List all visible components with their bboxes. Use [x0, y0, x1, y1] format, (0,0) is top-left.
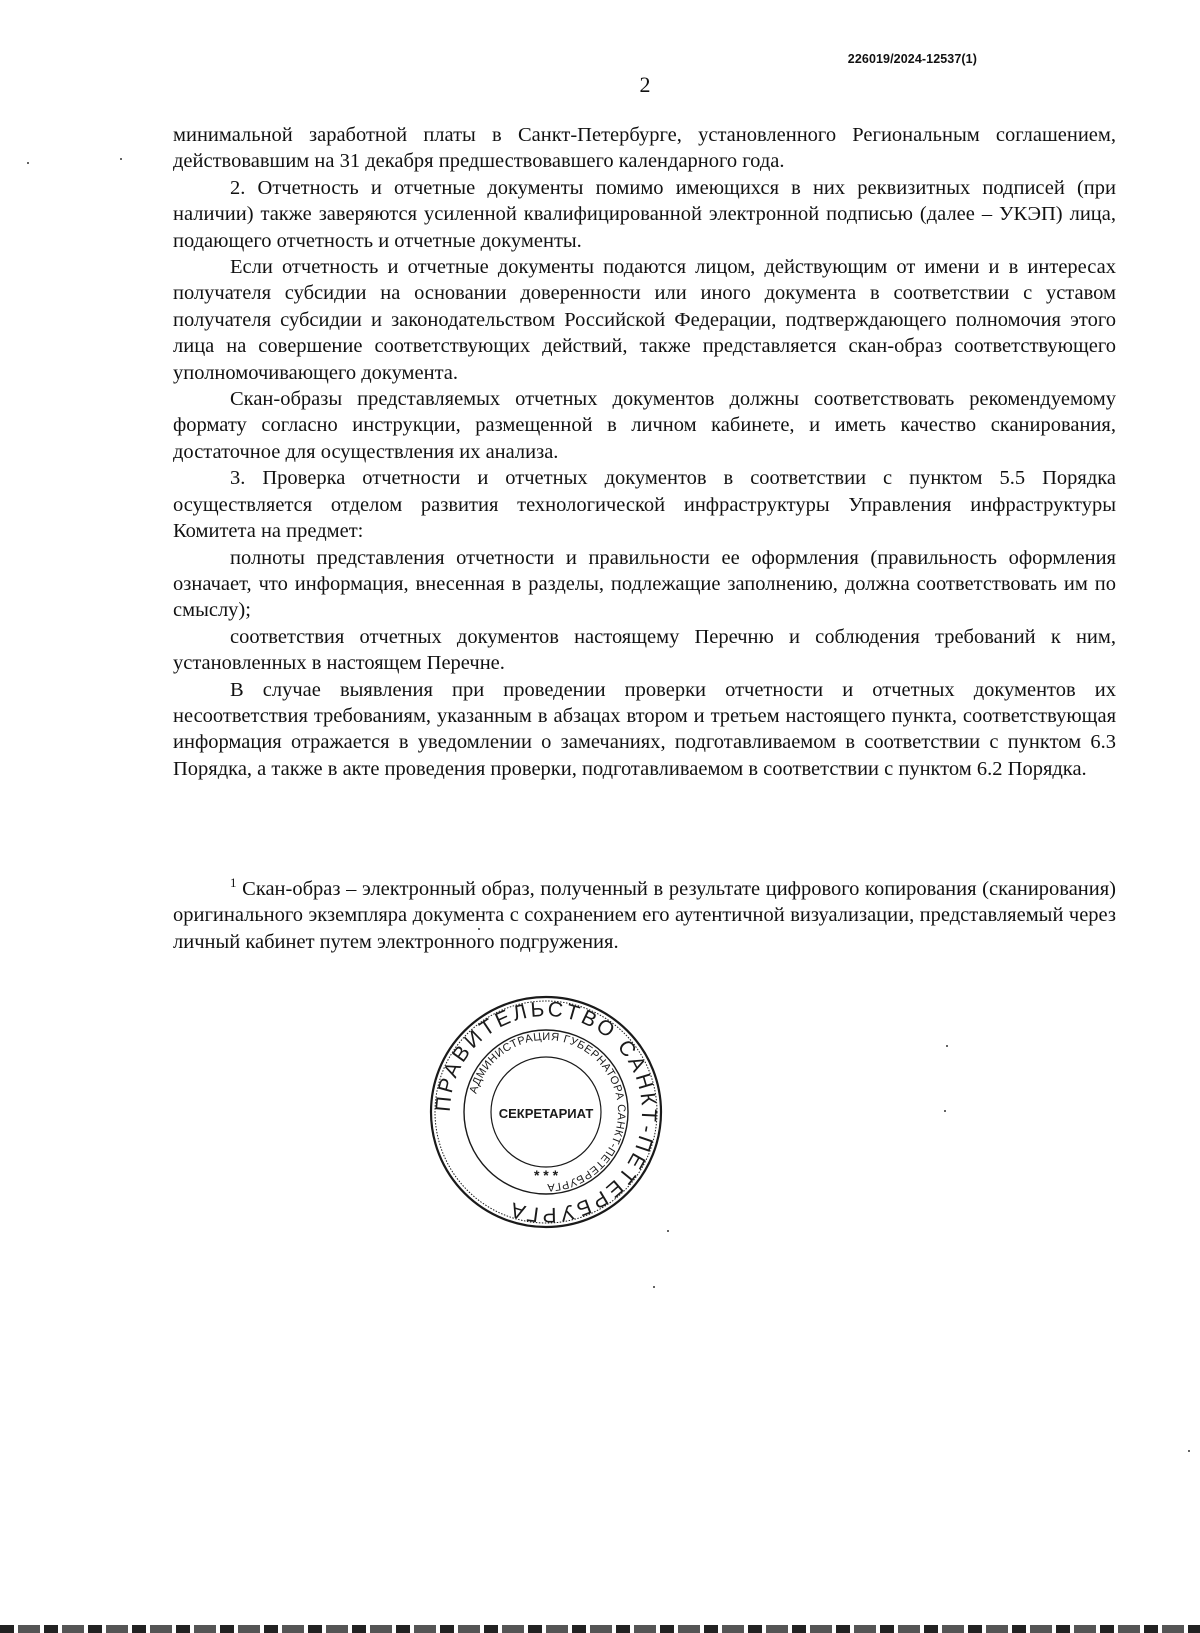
scan-speck [27, 162, 29, 164]
footnote-marker: 1 [230, 875, 237, 890]
paragraph-proxy-submission: Если отчетность и отчетные документы подаются лицом, действующим от имени и в интересах получателя субсидии на основании доверенности или иного документа в соответствии с уставом получателя субсидии и законодательством Российской Федерации, подтверждающего полномочия этого лица на совершение соответствующих действий, также представляется скан-образ соответствующего уполномочивающего документа. [173, 256, 1116, 384]
paragraph-scan-format: Скан-образы представляемых отчетных документов должны соответствовать рекомендуемому формату согласно инструкции, размещенной в личном кабинете, и иметь качество сканирования, достаточное для осуществления их анализа. [173, 388, 1116, 463]
scan-speck [653, 1286, 655, 1288]
seal-graphic [428, 994, 664, 1230]
paragraph-item-3: 3. Проверка отчетности и отчетных документов в соответствии с пунктом 5.5 Порядка осуществляется отделом развития технологической инфраструктуры Управления инфраструктуры Комитета на предмет: [173, 467, 1116, 543]
scan-speck [120, 158, 122, 160]
scan-speck [944, 1110, 946, 1112]
paragraph-continuation: минимальной заработной платы в Санкт-Петербурге, установленного Региональным соглашением, действовавшим на 31 декабря предшествовавшего календарного года. [173, 124, 1116, 173]
scan-speck [667, 1230, 669, 1232]
scan-speck [478, 928, 480, 930]
page-number: 2 [639, 72, 651, 97]
document-body [173, 122, 1116, 782]
paragraph-item-2: 2. Отчетность и отчетные документы помимо имеющихся в них реквизитных подписей (при наличии) также заверяются усиленной квалифицированной электронной подписью (далее – УКЭП) лица, подающего отчетность и отчетные документы. [173, 176, 1116, 252]
seal-center-text: СЕКРЕТАРИАТ [498, 1106, 594, 1121]
footnote [173, 876, 1116, 955]
footnote-paragraph [173, 876, 1116, 955]
seal-inner-text: АДМИНИСТРАЦИЯ ГУБЕРНАТОРА САНКТ-ПЕТЕРБУРГА [467, 1030, 628, 1194]
official-seal [428, 994, 664, 1230]
scan-bottom-edge [0, 1625, 1200, 1633]
footnote-text: Скан-образ – электронный образ, полученный в результате цифрового копирования (сканирования) оригинального экземпляра документа с сохранением его аутентичной визуализации, представляемый через личный кабинет путем электронного подгружения. [173, 878, 1116, 953]
document-registration-number: 226019/2024-12537(1) [847, 52, 977, 66]
paragraph-compliance-check: соответствия отчетных документов настоящему Перечню и соблюдения требований к ним, установленных в настоящем Перечне. [173, 625, 1116, 675]
paragraph-completeness-check: полноты представления отчетности и правильности ее оформления (правильность оформления означает, что информация, внесенная в разделы, подлежащие заполнению, должна соответствовать им по смыслу); [173, 546, 1116, 622]
paragraph-discrepancy: В случае выявления при проведении проверки отчетности и отчетных документов их несоответствия требованиям, указанным в абзацах втором и третьем настоящего пункта, соответствующая информация отражается в уведомлении о замечаниях, подготавливаемом в соответствии с пунктом 6.3 Порядка, а также в акте проведения проверки, подготавливаемом в соответствии с пунктом 6.2 Порядка. [173, 678, 1116, 780]
seal-outer-text: ПРАВИТЕЛЬСТВО САНКТ-ПЕТЕРБУРГА [431, 997, 661, 1227]
scan-speck [946, 1045, 948, 1047]
seal-stars: * * * [533, 1167, 559, 1183]
scan-speck [1188, 1450, 1190, 1452]
